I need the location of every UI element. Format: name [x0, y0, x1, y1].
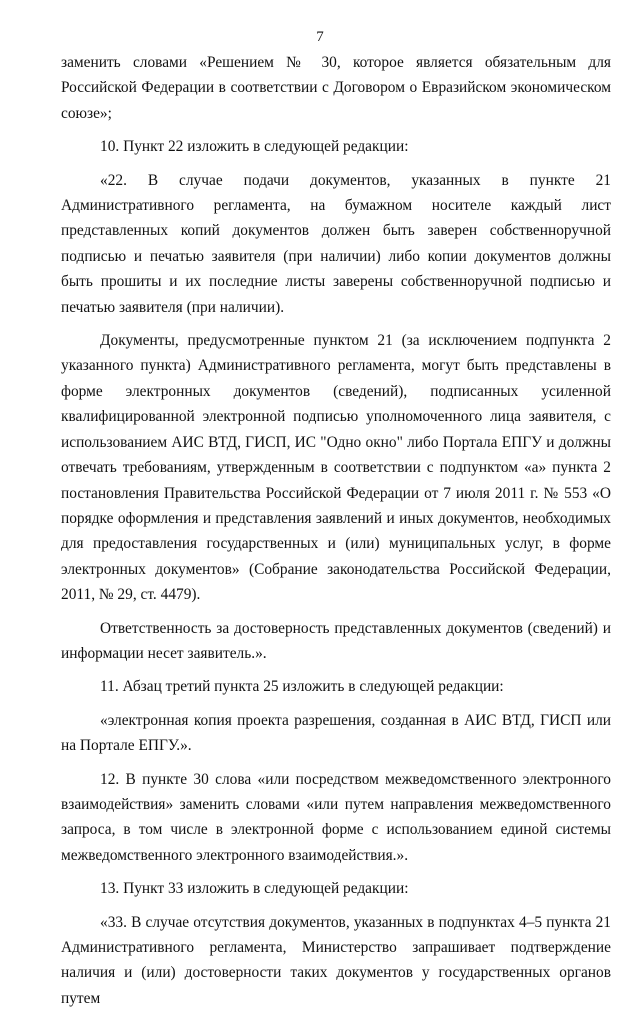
document-body [61, 50, 611, 1019]
paragraph-clause-33: «33. В случае отсутствия документов, указанных в подпунктах 4–5 пункта 21 Административного регламента, Министерство запрашивает подтверждение наличия и (или) достоверности таких документов у государственных органов путем [61, 913, 611, 1007]
page-number: 7 [316, 29, 324, 45]
paragraph-item-13: 13. Пункт 33 изложить в следующей редакции: [100, 880, 409, 898]
paragraph-electronic-documents: Документы, предусмотренные пунктом 21 (за исключением подпункта 2 указанного пункта) Административного регламента, могут быть представлены в форме электронных документов (сведений), подписанных усиленной квалифицированной электронной подписью уполномоченного лица заявителя, с использованием АИС ВТД, ГИСП, ИС "Одно окно" либо Портала ЕПГУ и должны отвечать требованиям, утвержденным в соответствии с подпунктом «а» пункта 2 постановления Правительства Российской Федерации от 7 июля 2011 г. № 553 «О порядке оформления и представления заявлений и иных документов, необходимых для предоставления государственных и (или) муниципальных услуг, в форме электронных документов» (Собрание законодательства Российской Федерации, 2011, № 29, ст. 4479). [61, 332, 611, 604]
paragraph-item-11: 11. Абзац третий пункта 25 изложить в следующей редакции: [100, 678, 504, 696]
paragraph-item-10: 10. Пункт 22 изложить в следующей редакции: [100, 138, 409, 156]
paragraph-continuation: заменить словами «Решением № 30, которое является обязательным для Российской Федерации в соответствии с Договором о Евразийском экономическом союзе»; [61, 54, 611, 122]
paragraph-electronic-copy: «электронная копия проекта разрешения, созданная в АИС ВТД, ГИСП или на Портале ЕПГУ.». [61, 711, 611, 755]
paragraph-clause-22: «22. В случае подачи документов, указанных в пункте 21 Административного регламента, на бумажном носителе каждый лист представленных копий документов должен быть заверен собственноручной подписью и печатью заявителя (при наличии) либо копии документов должны быть прошиты и их последние листы заверены собственноручной подписью и печатью заявителя (при наличии). [61, 171, 611, 316]
paragraph-responsibility: Ответственность за достоверность представленных документов (сведений) и информации несет заявитель.». [61, 619, 611, 662]
paragraph-item-12: 12. В пункте 30 слова «или посредством межведомственного электронного взаимодействия» заменить словами «или путем направления межведомственного запроса, в том числе в электронной форме с использованием единой системы межведомственного электронного взаимодействия.». [61, 770, 611, 864]
